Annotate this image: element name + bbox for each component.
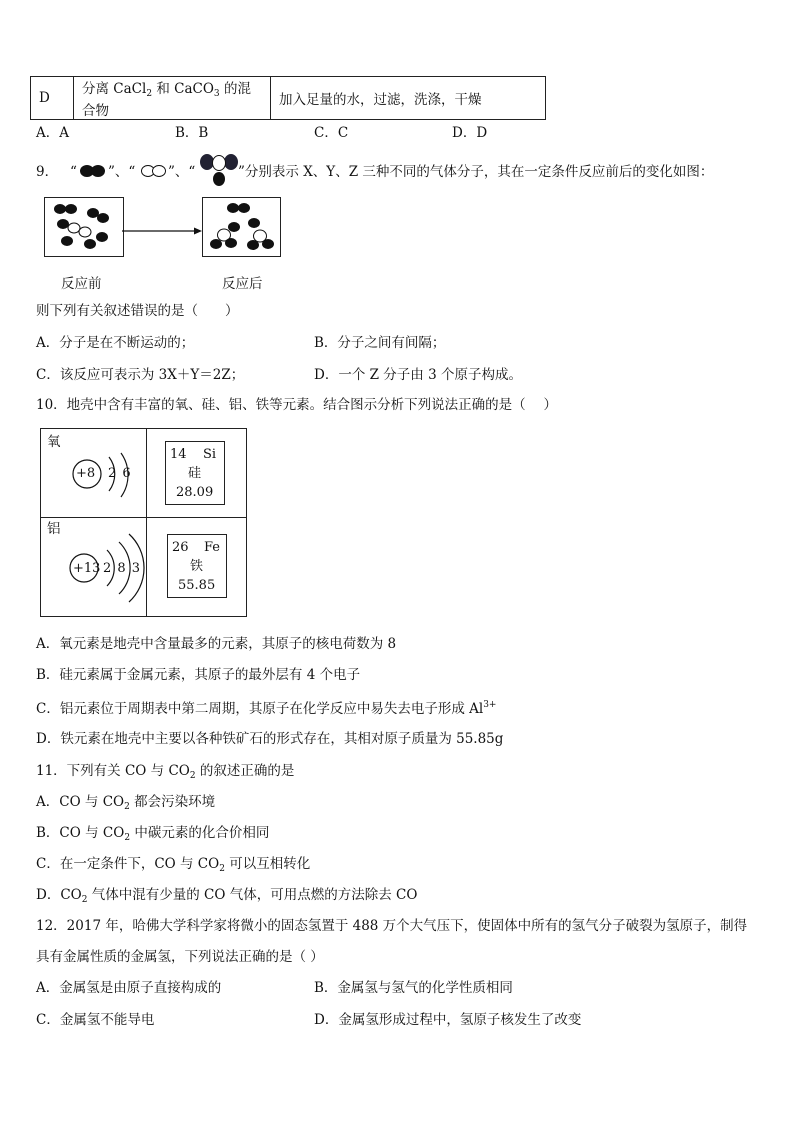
after-reaction-box bbox=[202, 197, 281, 257]
q9-sep1: ”、“ bbox=[108, 164, 136, 180]
silicon-tile bbox=[165, 441, 225, 505]
aluminum-shells: 2 8 3 bbox=[103, 561, 141, 576]
oxygen-shells: 2 6 bbox=[108, 466, 131, 481]
q12-stem-line2: 具有金属性质的金属氢，下列说法正确的是（ ） bbox=[36, 949, 324, 965]
aluminum-cell bbox=[41, 518, 146, 616]
q11-stem: 11．下列有关 CO 与 $CO_2$ 的叙述正确的是 bbox=[36, 763, 295, 781]
after-molecules-diagram bbox=[203, 198, 280, 256]
element-info-grid bbox=[40, 428, 247, 617]
q10-option-b[interactable]: B．硅元素属于金属元素，其原子的最外层有 4 个电子 bbox=[36, 667, 361, 683]
q12-option-d[interactable]: D．金属氢形成过程中，氢原子核发生了改变 bbox=[314, 1012, 582, 1028]
q11-option-b[interactable]: B．CO 与 $CO_2$ 中碳元素的化合价相同 bbox=[36, 825, 270, 843]
aluminum-name: 铝 bbox=[47, 521, 61, 537]
row-letter: D bbox=[31, 77, 74, 120]
q9-option-c[interactable]: C．该反应可表示为 3X＋Y＝2Z； bbox=[36, 367, 245, 383]
iron-mass: 55.85 bbox=[178, 578, 216, 593]
q10-option-a[interactable]: A．氧元素是地壳中含量最多的元素，其原子的核电荷数为 8 bbox=[36, 636, 397, 652]
oxygen-nucleus: +8 bbox=[76, 466, 96, 481]
q9-option-a[interactable]: A．分子是在不断运动的； bbox=[36, 335, 195, 351]
q11-option-c[interactable]: C．在一定条件下，CO 与 $CO_2$ 可以互相转化 bbox=[36, 856, 311, 874]
silicon-mass: 28.09 bbox=[176, 485, 214, 500]
q12-option-c[interactable]: C．金属氢不能导电 bbox=[36, 1012, 155, 1028]
row-task: 分离 CaCl$_2$ 和 CaCO$_3$ 的混合物 bbox=[74, 77, 271, 120]
q9-option-d[interactable]: D．一个 Z 分子由 3 个原子构成。 bbox=[314, 367, 522, 383]
silicon-symbol: Si bbox=[203, 447, 217, 462]
iron-name: 铁 bbox=[190, 559, 204, 574]
q12-option-a[interactable]: A．金属氢是由原子直接构成的 bbox=[36, 980, 222, 996]
q8-table bbox=[30, 76, 546, 120]
before-reaction-box bbox=[44, 197, 124, 257]
silicon-name: 硅 bbox=[188, 466, 202, 481]
q10-option-d[interactable]: D．铁元素在地壳中主要以各种铁矿石的形式存在，其相对原子质量为 55.85g bbox=[36, 731, 504, 747]
q11-option-a[interactable]: A．CO 与 $CO_2$ 都会污染环境 bbox=[36, 794, 216, 812]
q9-question: 则下列有关叙述错误的是（ ） bbox=[36, 303, 239, 319]
q9-number: 9． bbox=[36, 164, 59, 180]
aluminum-nucleus: +13 bbox=[73, 561, 101, 576]
silicon-number: 14 bbox=[170, 447, 187, 462]
q12-option-b[interactable]: B．金属氢与氢气的化学性质相同 bbox=[314, 980, 513, 996]
table-row bbox=[31, 77, 546, 120]
z-molecule-icon bbox=[198, 152, 240, 188]
oxygen-cell bbox=[41, 429, 146, 517]
q8-option-a[interactable]: A．A bbox=[36, 125, 69, 141]
q12-stem-line1: 12．2017 年，哈佛大学科学家将微小的固态氢置于 488 万个大气压下，使固体中所有的氢气分子破裂为氢原子，制得 bbox=[36, 918, 748, 934]
q10-stem: 10．地壳中含有丰富的氧、硅、铝、铁等元素。结合图示分析下列说法正确的是（ ） bbox=[36, 397, 557, 413]
y-molecule-icon bbox=[140, 163, 168, 179]
q8-option-d[interactable]: D．D bbox=[452, 125, 488, 141]
before-molecules-diagram bbox=[45, 198, 123, 256]
reaction-arrow-icon bbox=[122, 226, 204, 236]
iron-number: 26 bbox=[172, 540, 189, 555]
q9-stem: ”分别表示 X、Y、Z 三种不同的气体分子，其在一定条件反应前后的变化如图： bbox=[238, 164, 714, 180]
q8-option-c[interactable]: C．C bbox=[314, 125, 349, 141]
after-label: 反应后 bbox=[222, 276, 263, 292]
oxygen-name: 氧 bbox=[47, 434, 61, 450]
iron-symbol: Fe bbox=[204, 540, 221, 555]
q9-quote: “ bbox=[70, 164, 77, 180]
q10-option-c[interactable]: C．铝元素位于周期表中第二周期，其原子在化学反应中易失去电子形成 $Al^{3+}$ bbox=[36, 700, 497, 717]
q11-option-d[interactable]: D．$CO_2$ 气体中混有少量的 CO 气体，可用点燃的方法除去 CO bbox=[36, 887, 418, 905]
row-method: 加入足量的水，过滤，洗涤，干燥 bbox=[271, 77, 546, 120]
x-molecule-icon bbox=[78, 163, 108, 179]
iron-tile bbox=[167, 534, 227, 598]
q9-sep2: ”、“ bbox=[168, 164, 196, 180]
q9-option-b[interactable]: B．分子之间有间隔； bbox=[314, 335, 446, 351]
before-label: 反应前 bbox=[61, 276, 102, 292]
q8-option-b[interactable]: B．B bbox=[175, 125, 209, 141]
